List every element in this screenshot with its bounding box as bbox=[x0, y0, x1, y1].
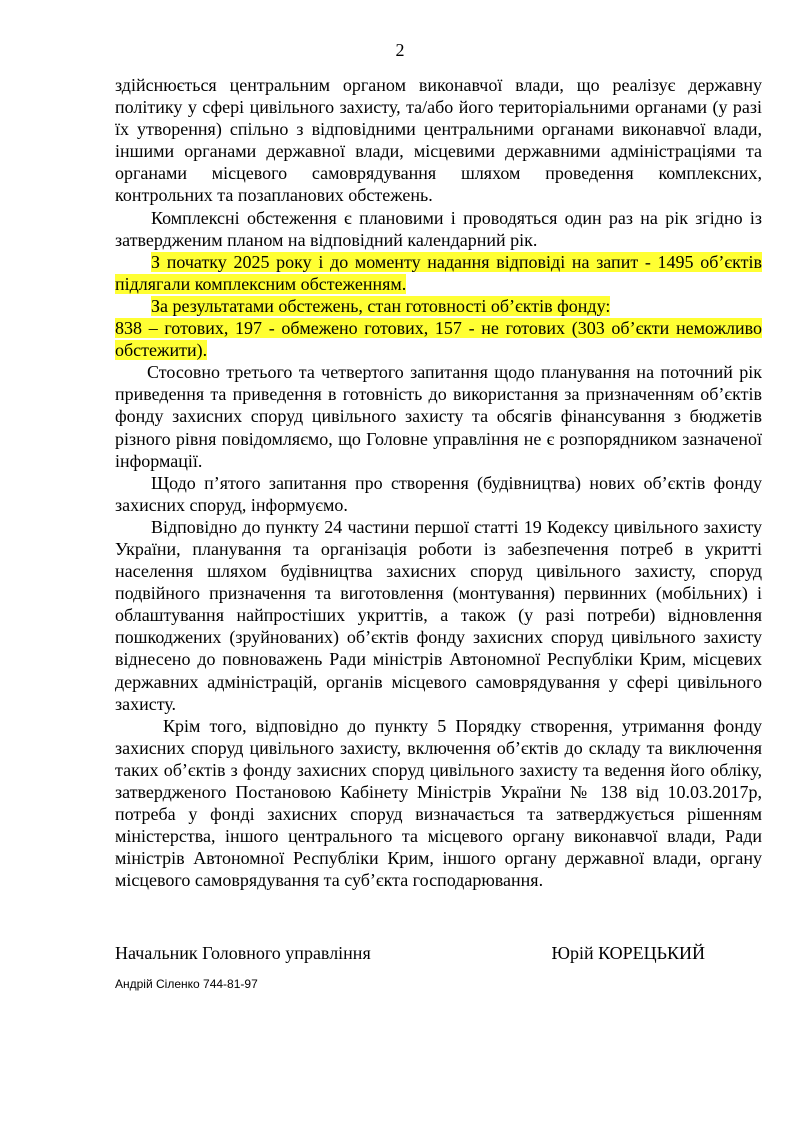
paragraph-inspected-count bbox=[115, 251, 762, 295]
paragraph-readiness-intro bbox=[115, 295, 762, 317]
paragraph-civil-code-reference: Відповідно до пункту 24 частини першої статті 19 Кодексу цивільного захисту України, планування та організація роботи із забезпечення потреб в укритті населення шляхом будівництва захисних споруд цивільного захисту, споруд подвійного призначення та виготовлення (монтування) первинних (мобільних) і облаштування найпростіших укриттів, а також (у разі потреби) відновлення пошкоджених (зруйнованих) об’єктів фонду захисних споруд цивільного захисту віднесено до повноважень Ради міністрів Автономної Республіки Крим, місцевих державних адміністрацій, органів місцевого самоврядування у сфері цивільного захисту. bbox=[115, 516, 762, 714]
paragraph-inspection-authority: здійснюється центральним органом виконавчої влади, що реалізує державну політику у сфері цивільного захисту, та/або його територіальними органами (у разі їх утворення) спільно з відповідними центральними органами виконавчої влади, іншими органами державної влади, місцевими державними адміністраціями та органами місцевого самоврядування шляхом проведення комплексних, контрольних та позапланових обстежень. bbox=[115, 75, 762, 206]
signatory-name: Юрій КОРЕЦЬКИЙ bbox=[551, 943, 705, 963]
highlight-readiness-intro: За результатами обстежень, стан готовності об’єктів фонду: bbox=[151, 295, 611, 316]
executor-contact: Андрій Сіленко 744-81-97 bbox=[115, 977, 258, 991]
highlight-readiness-figures: 838 – готових, 197 - обмежено готових, 157 - не готових (303 об’єкти неможливо обстежити). bbox=[115, 318, 762, 361]
paragraph-readiness-figures bbox=[115, 317, 762, 361]
highlight-inspected-count: З початку 2025 року і до моменту надання відповіді на запит - 1495 об’єктів підлягали комплексним обстеженням. bbox=[115, 251, 762, 294]
paragraph-question-five: Щодо п’ятого запитання про створення (будівництва) нових об’єктів фонду захисних споруд, інформуємо. bbox=[115, 472, 762, 515]
page-number: 2 bbox=[395, 40, 405, 60]
paragraph-questions-three-four: Стосовно третього та четвертого запитання щодо планування на поточний рік приведення та приведення в готовність до використання за призначенням об’єктів фонду захисних споруд цивільного захисту та обсягів фінансування з бюджетів різного рівня повідомляємо, що Головне управління не є розпорядником зазначеної інформації. bbox=[115, 362, 762, 471]
signatory-title: Начальник Головного управління bbox=[115, 943, 371, 963]
paragraph-procedure-reference: Крім того, відповідно до пункту 5 Порядку створення, утримання фонду захисних споруд цивільного захисту, включення об’єктів до складу та виключення таких об’єктів з фонду захисних споруд цивільного захисту та ведення його обліку, затвердженого Постановою Кабінету Міністрів України № 138 від 10.03.2017р, потреба у фонді захисних споруд визначається та затверджується рішенням міністерства, іншого центрального та місцевого органу виконавчої влади, Ради міністрів Автономної Республіки Крим, іншого органу державної влади, органу місцевого самоврядування та суб’єкта господарювання. bbox=[115, 715, 762, 891]
paragraph-comprehensive-inspections: Комплексні обстеження є плановими і проводяться один раз на рік згідно із затвердженим планом на відповідний календарний рік. bbox=[115, 207, 762, 250]
letter-body bbox=[115, 74, 762, 891]
